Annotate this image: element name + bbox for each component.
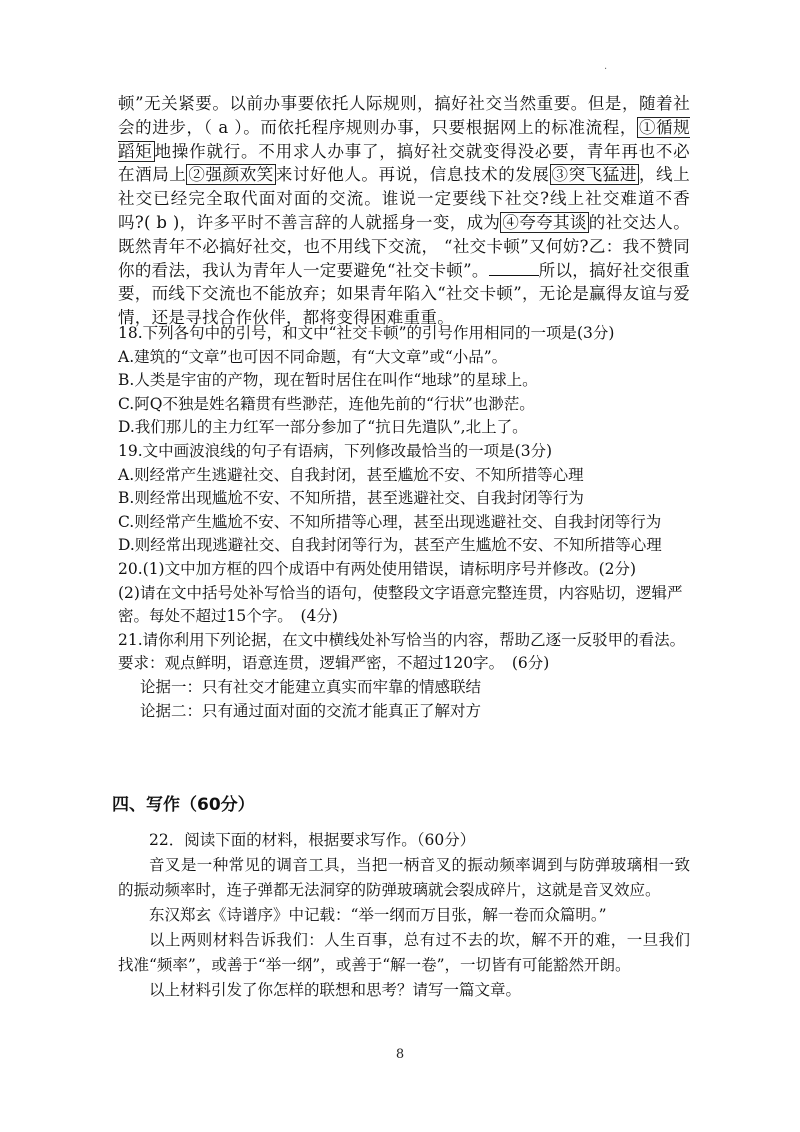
idiom-box-2: ②强颜欢笑 (188, 165, 274, 185)
passage-text: 的社交达人。既然青年不必搞好社交，也不用线下交流， “社交卡顿”又何妨?乙：我不赞同你的看法，我认为青年人一定要避免“社交卡顿”。 (118, 212, 690, 280)
writing-instruction: 以上材料引发了你怎样的联想和思考？请写一篇文章。 (149, 981, 522, 999)
question-20-1: 20.(1)文中加方框的四个成语中有两处使用错误，请标明序号并修改。(2分) (118, 559, 637, 578)
idiom-box-1: ①循规蹈矩 (118, 117, 690, 161)
option-18-b: B.人类是宇宙的产物，现在暂时居住在叫作“地球”的星球上。 (118, 371, 538, 390)
writing-block (118, 828, 690, 1003)
questions-block (118, 322, 690, 723)
argument-1: 论据一：只有社交才能建立真实而牢靠的情感联结 (140, 677, 482, 696)
material-paragraph-1: 音叉是一种常见的调音工具，当把一柄音叉的振动频率调到与防弹玻璃相一致的振动频率时，连子弹都无法洞穿的防弹玻璃就会裂成碎片，这就是音叉效应。 (118, 856, 690, 899)
passage-text: ，线上社交已经完全取代面对面的交流。谁说一定要线下社交?线上社交难道不香吗?( b )，许多平时不善言辞的人就摇身一变，成为 (118, 165, 691, 232)
passage-text: 顿”无关紧要。以前办事要依托人际规则，搞好社交当然重要。但是，随着社会的进步，（ a ）。而依托程序规则办事，只要根据网上的标准流程， (118, 94, 690, 137)
idiom-box-4: ④夸夸其谈 (502, 212, 587, 232)
option-19-d: D.则经常出现逃避社交、自我封闭等行为，甚至产生尴尬不安、不知所措等心理 (118, 536, 662, 555)
argument-2: 论据二：只有通过面对面的交流才能真正了解对方 (140, 701, 482, 720)
option-18-d: D.我们那儿的主力红军一部分参加了“抗日先遣队”,北上了。 (118, 418, 528, 437)
question-20-2: (2)请在文中括号处补写恰当的语句，使整段文字语意完整连贯，内容贴切，逻辑严密。每处不超过15个字。 (4分) (118, 583, 683, 626)
passage-text: 来讨好他人。再说，信息技术的发展 (275, 165, 550, 185)
material-paragraph-3: 以上两则材料告诉我们：人生百事，总有过不去的坎，解不开的难，一旦我们找准“频率”，或善于“举一纲”，或善于“解一卷”，一切皆有可能豁然开朗。 (118, 931, 690, 974)
top-mark: · (604, 64, 608, 75)
option-18-a: A.建筑的“文章”也可因不同命题，有“大文章”或“小品”。 (118, 347, 508, 366)
option-19-c: C.则经常产生尴尬不安、不知所措等心理，甚至出现逃避社交、自我封闭等行为 (118, 512, 662, 531)
page-number: 8 (395, 1047, 405, 1062)
option-18-c: C.阿Q不独是姓名籍贯有些渺茫，连他先前的“行状”也渺茫。 (118, 394, 535, 413)
question-21: 21.请你利用下列论据，在文中横线处补写恰当的内容，帮助乙逐一反驳甲的看法。要求：观点鲜明，语意连贯，逻辑严密，不超过120字。 (6分) (118, 630, 686, 673)
passage-text: 地操作就行。不用求人办事了，搞好社交就变得没必要，青年再也不必在酒局上 (118, 141, 690, 185)
material-paragraph-2: 东汉郑玄《诗谱序》中记载：“举一纲而万目张，解一卷而众篇明。” (149, 906, 607, 924)
answer-blank[interactable] (489, 261, 539, 276)
passage-text: 所以，搞好社交很重要，而线下交流也不能放弃；如果青年陷入“社交卡顿”，无论是赢得友谊与爱情，还是寻找合作伙伴，都将变得困难重重。 (118, 260, 691, 328)
section-title: 四、写作（60分） (112, 795, 255, 815)
idiom-box-3: ③突飞猛进 (551, 165, 638, 185)
option-19-b: B.则经常出现尴尬不安、不知所措，甚至逃避社交、自我封闭等行为 (118, 489, 584, 508)
question-18: 18.下列各句中的引号，和文中“社交卡顿”的引号作用相同的一项是(3分) (118, 324, 615, 342)
question-19: 19.文中画波浪线的句子有语病，下列修改最恰当的一项是(3分) (118, 441, 553, 460)
reading-passage (118, 92, 690, 330)
option-19-a: A.则经常产生逃避社交、自我封闭，甚至尴尬不安、不知所措等心理 (118, 465, 584, 484)
question-22: 22．阅读下面的材料，根据要求写作。（60分） (149, 831, 476, 849)
